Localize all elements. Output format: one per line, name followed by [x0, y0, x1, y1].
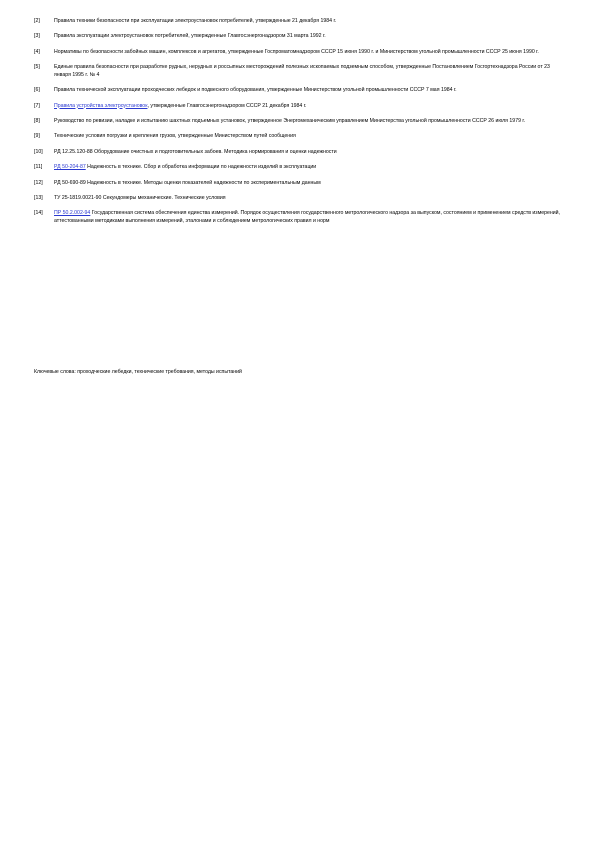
- reference-text: РД 50-690-89 Надежность в технике. Методы оценки показателей надежности по экспериментальным данным: [54, 179, 321, 186]
- reference-text-block: [54, 210, 566, 225]
- reference-number: [11]: [34, 164, 43, 171]
- reference-item: [34, 210, 566, 225]
- reference-number: [13]: [34, 194, 43, 201]
- reference-item: [34, 33, 566, 41]
- reference-item: [34, 180, 566, 188]
- reference-text: Нормативы по безопасности забойных машин, комплексов и агрегатов, утвержденные Госпроматомнадзором СССР 15 июня 1990 г. и Министерством угольной промышленности СССР 25 июня 1990 г.: [54, 48, 539, 55]
- reference-item: [34, 164, 566, 172]
- reference-text: Единые правила безопасности при разработке рудных, нерудных и россыпных месторождений полезных ископаемых подземным способом, утвержденные Постановлением Госгортехнадзора России от 23 января 1995 г. № 4: [54, 64, 550, 78]
- reference-number: [14]: [34, 210, 43, 217]
- reference-item: [34, 149, 566, 157]
- reference-number: [3]: [34, 33, 40, 40]
- reference-number: [12]: [34, 179, 43, 186]
- reference-item: [34, 133, 566, 141]
- reference-text-block: [54, 103, 566, 111]
- reference-number: [2]: [34, 18, 40, 24]
- reference-number: [8]: [34, 117, 40, 124]
- reference-text: , утвержденные Главгосэнергонадзором СССР 21 декабря 1984 г.: [147, 102, 307, 109]
- reference-link[interactable]: ПР 50.2.002-94: [54, 210, 91, 217]
- keywords-line: Ключевые слова: проходческие лебедки, технические требования, методы испытаний: [34, 369, 242, 375]
- reference-number: [4]: [34, 48, 40, 55]
- reference-text: ТУ 25-1819.0021-90 Секундомеры механические. Технические условия: [54, 194, 226, 201]
- reference-text: РД 12.25.120-88 Оборудование очистных и подготовительных забоев. Методика нормирования и оценки надежности: [54, 148, 337, 155]
- reference-text: Надежность в технике. Сбор и обработка информации по надежности изделий в эксплуатации: [85, 164, 317, 171]
- reference-number: [6]: [34, 87, 40, 94]
- reference-text: Руководство по ревизии, наладке и испытанию шахтных подъемных установок, утвержденное Энергомеханическим управлением Министерства угольной промышленности СССР 26 июля 1979 г.: [54, 117, 526, 124]
- reference-item: [34, 49, 566, 57]
- reference-text: Правила эксплуатации электроустановок потребителей, утвержденные Главгосэнергонадзором 31 марта 1992 г.: [54, 33, 326, 40]
- reference-item: [34, 103, 566, 111]
- reference-item: [34, 18, 566, 26]
- reference-item: [34, 118, 566, 126]
- reference-number: [5]: [34, 64, 40, 71]
- reference-link[interactable]: Правила устройства электроустановок: [54, 102, 148, 109]
- reference-link[interactable]: РД 50-204-87: [54, 164, 86, 171]
- reference-text: Правила технической эксплуатации проходческих лебедок и подвесного оборудования, утвержденные Министерством угольной промышленности СССР 7 мая 1984 г.: [54, 87, 457, 94]
- reference-item: [34, 64, 566, 79]
- reference-text: Технические условия погрузки и крепления грузов, утвержденные Министерством путей сообщения: [54, 133, 296, 140]
- reference-number: [7]: [34, 102, 40, 109]
- reference-text-block: [54, 164, 566, 172]
- reference-item: [34, 87, 566, 95]
- reference-number: [10]: [34, 148, 43, 155]
- reference-text: Государственная система обеспечения единства измерений. Порядок осуществления государственного метрологического надзора за выпуском, состоянием и применением средств измерений, аттестованными методиками выполнения измерений, эталонами и соблюдением метрологических правил и норм: [54, 210, 561, 224]
- reference-text: Правила техники безопасности при эксплуатации электроустановок потребителей, утвержденные 21 декабря 1984 г.: [54, 18, 337, 24]
- reference-item: [34, 195, 566, 203]
- bibliography-list: [34, 18, 566, 233]
- reference-number: [9]: [34, 133, 40, 140]
